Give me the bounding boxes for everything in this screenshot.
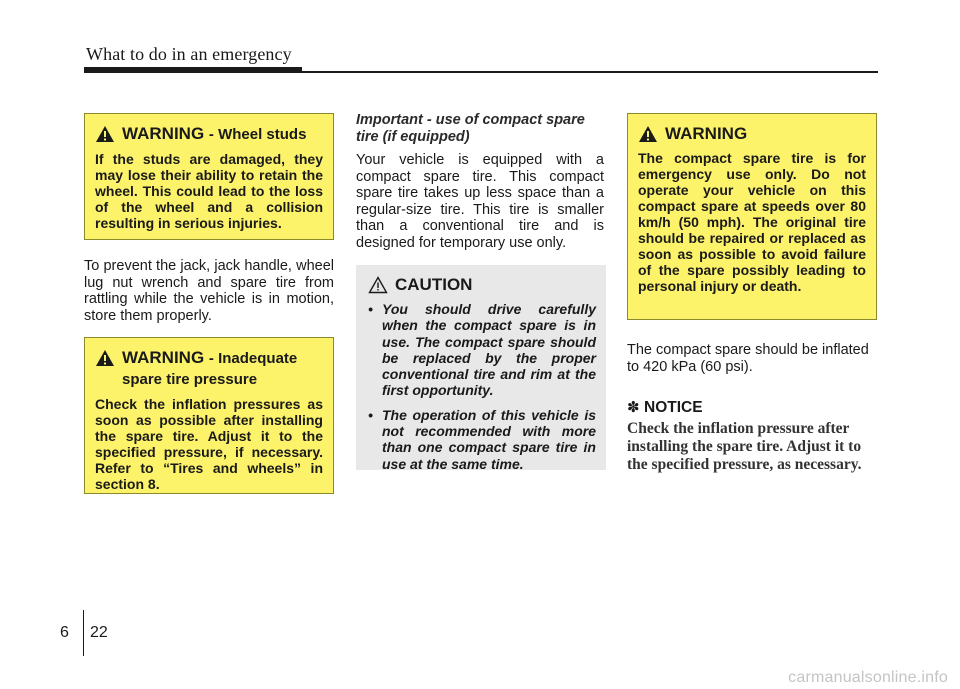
notice-body: Check the inflation pressure after installing the spare tire. Adjust it to the specified pressure, as necessary. xyxy=(627,420,862,473)
footer-rule xyxy=(83,610,84,656)
warning-title xyxy=(122,348,323,390)
warning-title: WARNING xyxy=(665,124,748,143)
caution-header xyxy=(368,275,596,295)
header-rule-thick xyxy=(84,67,302,73)
warning-title xyxy=(122,124,306,145)
warning-triangle-icon xyxy=(95,349,115,367)
notice-title: NOTICE xyxy=(644,399,703,416)
inflation-paragraph: The compact spare should be inflated to 420 kPa (60 psi). xyxy=(627,342,869,375)
warning-subtitle: - Inadequate spare tire pressure xyxy=(122,350,298,388)
watermark: carmanualsonline.info xyxy=(788,669,948,686)
compact-spare-heading: Important - use of compact spare tire (if equipped) xyxy=(356,112,585,145)
warning-box-compact-spare xyxy=(627,113,877,320)
warning-subtitle: - Wheel studs xyxy=(208,126,307,143)
caution-box xyxy=(356,265,606,470)
warning-box-spare-pressure xyxy=(84,337,334,494)
caution-title: CAUTION xyxy=(395,275,473,294)
warning-body: If the studs are damaged, they may lose their ability to retain the wheel. This could lead to the loss of the wheel and a collision resulting in serious injuries. xyxy=(95,151,323,231)
notice-symbol-icon: ✽ xyxy=(627,399,640,416)
compact-spare-paragraph: Your vehicle is equipped with a compact spare tire. This compact spare tire takes up less space than a regular-size tire. This tire is smaller than a conventional tire and is designed for temporary use only. xyxy=(356,152,604,251)
warning-body: The compact spare tire is for emergency use only. Do not operate your vehicle on this compact spare at speeds over 80 km/h (50 mph). The original tire should be repaired or replaced as soon as possible to avoid failure of the spare possibly leading to personal injury or death. xyxy=(638,150,866,294)
warning-box-wheel-studs xyxy=(84,113,334,240)
caution-item-text: You should drive carefully when the compact spare is in use. The compact spare should be replaced by the proper conventional tire and rim at the first opportunity. xyxy=(382,301,596,399)
warning-triangle-icon xyxy=(638,125,658,143)
warning-header xyxy=(638,124,866,144)
warning-triangle-icon xyxy=(95,125,115,143)
storage-paragraph: To prevent the jack, jack handle, wheel lug nut wrench and spare tire from rattling while the vehicle is in motion, store them properly. xyxy=(84,258,334,324)
warning-title-label: WARNING xyxy=(122,348,205,367)
caution-triangle-icon xyxy=(368,276,388,294)
notice-heading xyxy=(627,398,703,417)
warning-title-label: WARNING xyxy=(122,124,205,143)
page-number: 22 xyxy=(90,624,108,641)
page-header-title: What to do in an emergency xyxy=(86,44,292,64)
warning-header xyxy=(95,124,323,145)
warning-body: Check the inflation pressures as soon as possible after installing the spare tire. Adjust it to the specified pressure, if necessary. Refer to “Tires and wheels” in section 8. xyxy=(95,396,323,492)
caution-list xyxy=(368,301,596,472)
warning-header xyxy=(95,348,323,390)
header-rule-thin xyxy=(302,71,878,73)
caution-item: • You should drive carefully when the compact spare is in use. The compact spare should be replaced by the proper conventional tire and rim at the first opportunity. xyxy=(368,301,596,399)
section-number: 6 xyxy=(60,624,69,641)
caution-item: • The operation of this vehicle is not recommended with more than one compact spare tire in use at the same time. xyxy=(368,406,596,472)
caution-item-text: The operation of this vehicle is not recommended with more than one compact spare tire in use at the same time. xyxy=(382,406,596,472)
